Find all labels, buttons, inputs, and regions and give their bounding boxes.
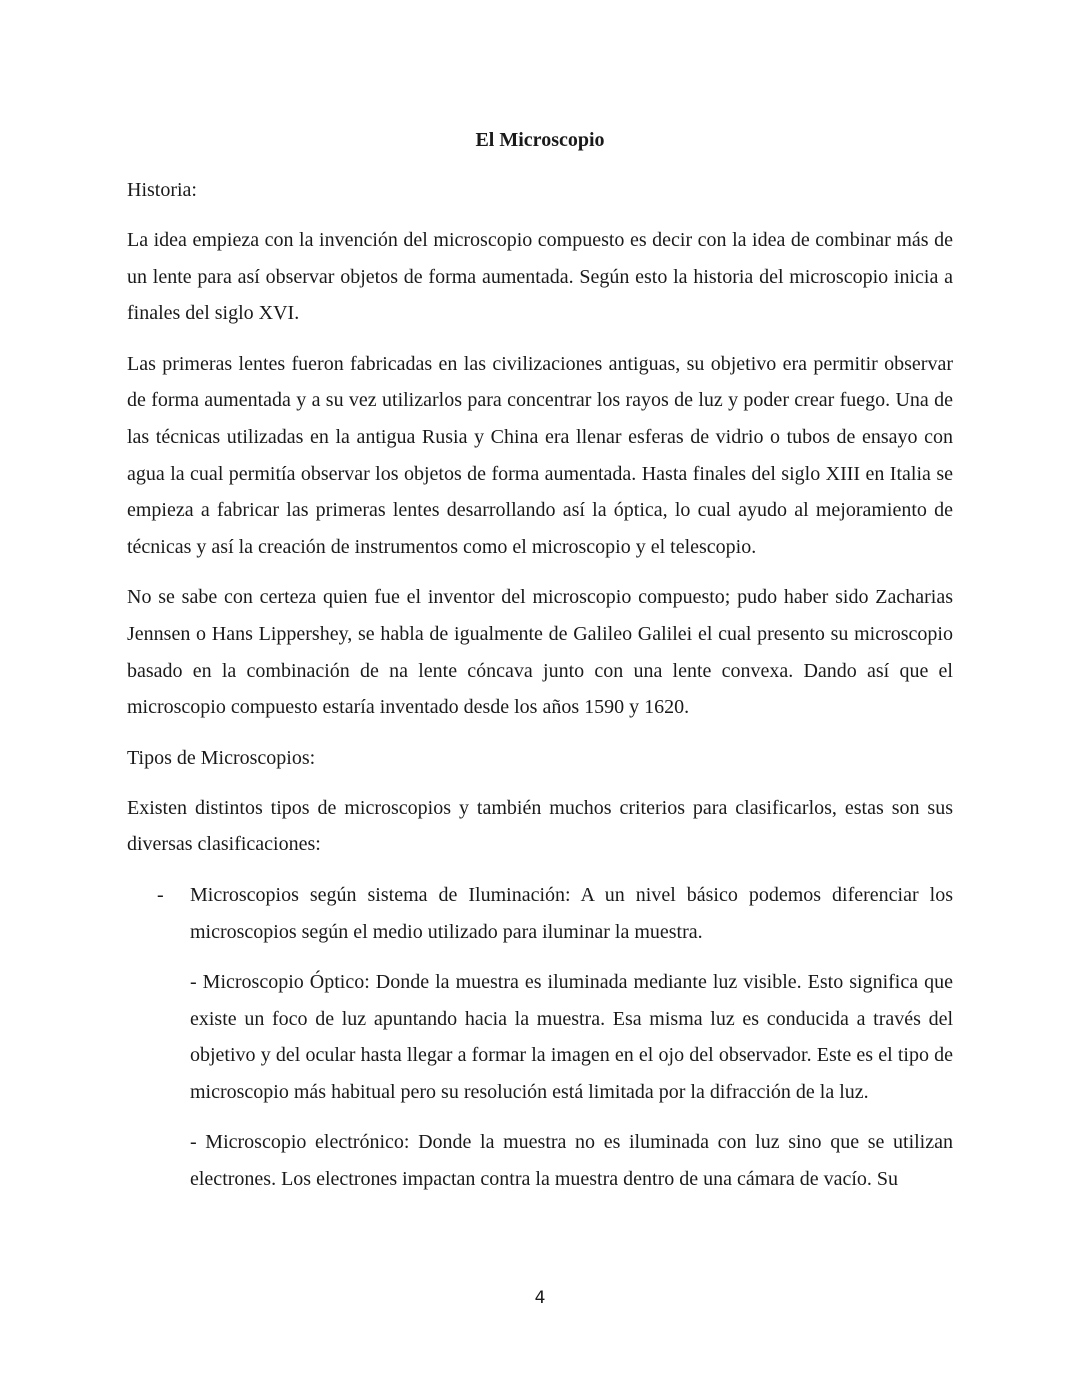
document-title: El Microscopio xyxy=(475,129,605,151)
tipos-intro-paragraph: Existen distintos tipos de microscopios y también muchos criterios para clasificarlos, estas son sus diversas clasificaciones: xyxy=(127,796,953,856)
list-bullet: - xyxy=(157,883,164,906)
historia-paragraph-3: No se sabe con certeza quien fue el inventor del microscopio compuesto; pudo haber sido Zacharias Jennsen o Hans Lippershey, se habla de igualmente de Galileo Galilei el cual presento su microscopio basado en la combinación de na lente cóncava junto con una lente convexa. Dando así que el microscopio compuesto estaría inventado desde los años 1590 y 1620. xyxy=(127,586,953,719)
sub-item-electronico xyxy=(127,1124,953,1197)
document-page xyxy=(127,122,953,1212)
sub-item-electronico-text: - Microscopio electrónico: Donde la muestra no es iluminada con luz sino que se utilizan electrones. Los electrones impactan contra la muestra dentro de una cámara de vacío. Su xyxy=(190,1131,953,1191)
list-item-iluminacion xyxy=(127,877,953,950)
sub-item-optico xyxy=(127,964,953,1110)
list-item-text: Microscopios según sistema de Iluminación: A un nivel básico podemos diferenciar los microscopios según el medio utilizado para iluminar la muestra. xyxy=(190,883,953,943)
section-heading-historia: Historia: xyxy=(127,179,197,201)
historia-paragraph-2: Las primeras lentes fueron fabricadas en las civilizaciones antiguas, su objetivo era permitir observar de forma aumentada y a su vez utilizarlos para concentrar los rayos de luz y poder crear fuego. Una de las técnicas utilizadas en la antigua Rusia y China era llenar esferas de vidrio o tubos de ensayo con agua la cual permitía observar los objetos de forma aumentada. Hasta finales del siglo XIII en Italia se empieza a fabricar las primeras lentes desarrollando así la óptica, lo cual ayudo al mejoramiento de técnicas y así la creación de instrumentos como el microscopio y el telescopio. xyxy=(127,352,953,558)
sub-item-optico-text: - Microscopio Óptico: Donde la muestra es iluminada mediante luz visible. Esto significa que existe un foco de luz apuntando hacia la muestra. Esa misma luz es conducida a través del objetivo y del ocular hasta llegar a formar la imagen en el ojo del observador. Este es el tipo de microscopio más habitual pero su resolución está limitada por la difracción de la luz. xyxy=(190,971,953,1103)
section-heading-tipos: Tipos de Microscopios: xyxy=(127,746,316,769)
page-number: 4 xyxy=(534,1288,546,1308)
historia-paragraph-1: La idea empieza con la invención del microscopio compuesto es decir con la idea de combinar más de un lente para así observar objetos de forma aumentada. Según esto la historia del microscopio inicia a finales del siglo XVI. xyxy=(127,229,953,325)
